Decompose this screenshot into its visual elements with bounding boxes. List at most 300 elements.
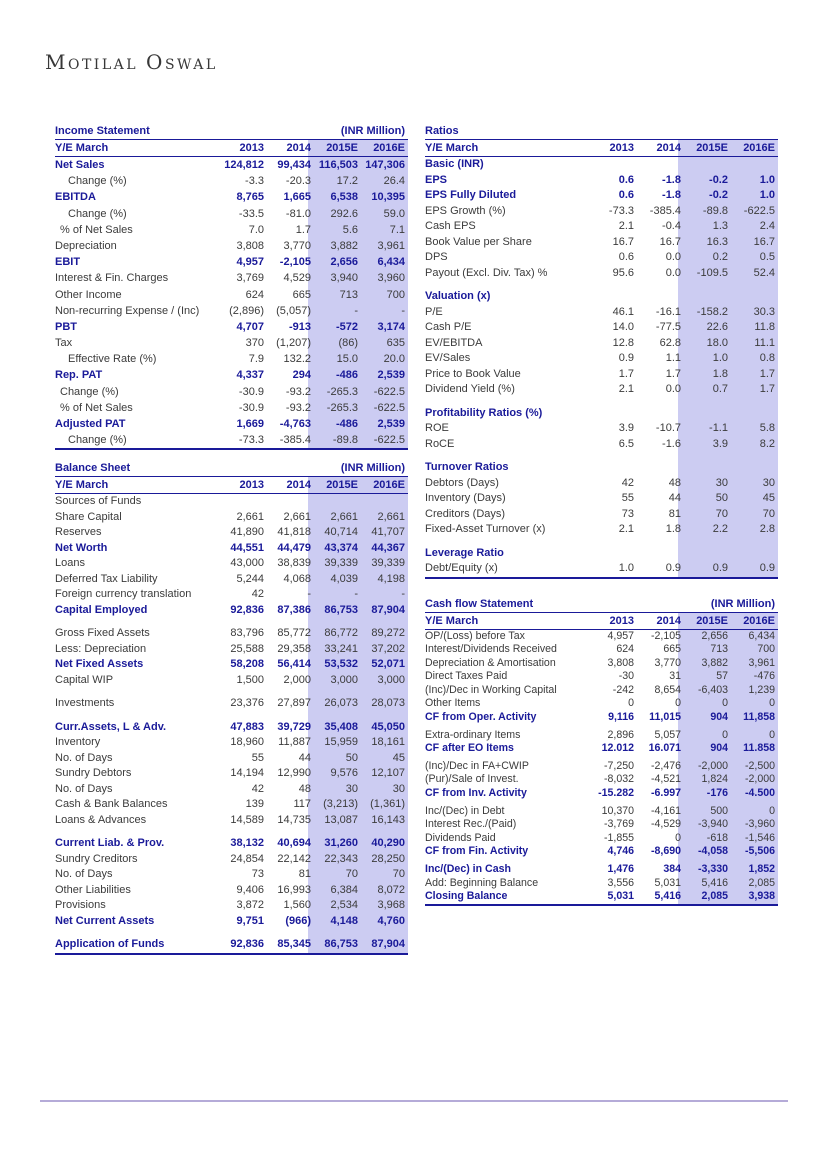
row-value: 16.7: [659, 235, 681, 248]
row-label: Interest/Dividends Received: [425, 643, 557, 656]
row-label: Net Fixed Assets: [55, 658, 144, 671]
row-value: 81: [298, 868, 311, 881]
row-label: Other Liabilities: [55, 883, 131, 896]
row-value: -109.5: [696, 266, 728, 279]
row-value: -0.4: [662, 220, 681, 232]
row-value: 44,479: [277, 541, 311, 554]
row-value: -6.997: [650, 787, 681, 800]
row-label: Cash & Bank Balances: [55, 798, 168, 811]
row-value: -16.1: [655, 305, 681, 318]
table-row: [55, 222, 408, 238]
row-value: 3,940: [330, 272, 358, 285]
row-value: -2,105: [279, 256, 311, 269]
table-row: [55, 157, 408, 173]
cash-flow-statement-table: [425, 596, 778, 906]
row-label: Add: Beginning Balance: [425, 876, 539, 889]
row-label: Capital Employed: [55, 603, 148, 616]
row-value: 14,589: [230, 813, 264, 826]
row-value: 2,661: [283, 510, 311, 523]
row-value: (966): [285, 914, 311, 927]
row-value: 0.7: [712, 383, 728, 395]
row-value: 1.0: [618, 562, 634, 574]
row-value: 132.2: [283, 353, 311, 366]
row-label: Dividend Yield (%): [425, 383, 515, 395]
year-column-header: 2014: [286, 142, 311, 154]
row-value: -93.2: [285, 401, 311, 414]
table-row: [425, 760, 778, 774]
row-value: -618: [706, 831, 728, 844]
row-value: 0.9: [618, 352, 634, 364]
row-value: 58,208: [230, 658, 264, 671]
table-row: [425, 684, 778, 698]
table-title-row: [425, 596, 778, 613]
row-value: 500: [710, 804, 728, 817]
row-label: Gross Fixed Assets: [55, 627, 150, 640]
row-value: -486: [335, 369, 358, 382]
row-label: Book Value per Share: [425, 235, 532, 248]
year-column-header: 2013: [609, 614, 634, 627]
row-value: 26,073: [324, 697, 358, 710]
row-value: 1.7: [759, 383, 775, 395]
row-value: 1,500: [236, 673, 264, 686]
row-value: 44,551: [230, 541, 264, 554]
table-row: [425, 491, 778, 507]
row-value: 22,142: [277, 852, 311, 865]
row-value: 904: [710, 711, 728, 724]
row-value: 28,250: [371, 852, 405, 865]
row-value: -385.4: [649, 204, 681, 217]
row-value: 4,148: [330, 914, 358, 927]
table-row: [425, 729, 778, 743]
row-value: 3,938: [748, 890, 775, 903]
row-value: 8,765: [236, 191, 264, 204]
row-value: 55: [251, 751, 264, 764]
row-value: 665: [663, 643, 681, 656]
row-value: 40,290: [371, 837, 405, 850]
row-value: 124,812: [224, 159, 264, 171]
row-value: 5,057: [654, 728, 681, 741]
row-value: 1.1: [665, 352, 681, 364]
row-value: 73: [251, 868, 264, 881]
row-value: -4,763: [279, 418, 311, 430]
row-value: 95.6: [612, 266, 634, 279]
row-value: 3.9: [618, 422, 634, 434]
row-value: -33.5: [238, 207, 264, 220]
spacer-row: [55, 618, 408, 626]
row-value: 42: [251, 588, 264, 601]
table-row: [425, 320, 778, 336]
row-value: 1.7: [295, 223, 311, 236]
table-row: [55, 384, 408, 400]
table-row: [425, 289, 778, 305]
row-value: 0.0: [665, 383, 681, 395]
table-row: [425, 742, 778, 756]
row-value: (1,361): [370, 798, 405, 811]
row-label: No. of Days: [55, 782, 113, 795]
row-value: 3,770: [283, 239, 311, 252]
row-value: -10.7: [655, 422, 681, 434]
spacer-row: [425, 281, 778, 289]
row-value: 13,087: [324, 813, 358, 826]
row-label: CF from Inv. Activity: [425, 787, 527, 800]
row-value: 17.2: [336, 175, 358, 188]
row-value: 18.0: [706, 336, 728, 349]
row-value: -3,940: [697, 818, 728, 831]
row-value: 9,751: [236, 914, 264, 927]
table-row: [55, 673, 408, 689]
year-column-header: 2015E: [696, 142, 728, 154]
row-value: 81: [668, 507, 681, 520]
row-label: Tax: [55, 337, 73, 350]
row-value: 20.0: [383, 353, 405, 366]
row-label: CF from Oper. Activity: [425, 711, 537, 724]
row-value: 2.4: [759, 220, 775, 232]
row-value: 117: [293, 798, 311, 811]
table-header-row: [425, 140, 778, 157]
row-value: -1,546: [744, 831, 775, 844]
table-row: [55, 766, 408, 782]
row-value: -265.3: [326, 385, 358, 398]
row-value: 86,753: [324, 603, 358, 616]
row-value: 1,239: [748, 683, 775, 696]
row-value: 59.0: [383, 207, 405, 220]
row-value: 2,085: [748, 876, 775, 889]
row-label: EV/Sales: [425, 352, 471, 364]
row-label: Less: Depreciation: [55, 642, 147, 655]
row-value: -622.5: [373, 434, 405, 447]
row-label: Sundry Debtors: [55, 767, 132, 780]
row-value: (2,896): [229, 304, 264, 317]
row-label: Creditors (Days): [425, 507, 506, 520]
row-value: 0.5: [759, 251, 775, 263]
row-value: 2,534: [330, 899, 358, 912]
row-value: 4,039: [330, 572, 358, 585]
row-value: 70: [715, 507, 728, 520]
row-label: Depreciation & Amortisation: [425, 656, 556, 669]
row-value: 0.8: [759, 352, 775, 364]
row-value: 16.7: [612, 235, 634, 248]
row-value: -622.5: [373, 401, 405, 414]
row-label: PBT: [55, 320, 77, 333]
row-value: 55: [621, 492, 634, 504]
table-row: [425, 421, 778, 437]
row-value: 0: [722, 697, 728, 710]
row-value: 39,729: [277, 720, 311, 733]
row-label: Sundry Creditors: [55, 852, 138, 865]
row-value: 292.6: [330, 207, 358, 220]
row-value: -93.2: [285, 385, 311, 398]
row-value: 5,031: [607, 890, 634, 903]
row-value: 38,132: [230, 837, 264, 850]
row-value: 0.2: [712, 251, 728, 263]
row-value: 4,068: [283, 572, 311, 585]
row-value: 4,746: [607, 845, 634, 858]
row-value: 2,539: [377, 369, 405, 382]
table-row: [55, 587, 408, 603]
row-value: 713: [339, 288, 358, 301]
row-value: 4,198: [377, 572, 405, 585]
row-value: -77.5: [655, 321, 681, 333]
row-value: 1.3: [712, 220, 728, 232]
table-row: [425, 877, 778, 891]
row-value: -7,250: [603, 759, 634, 772]
table-row: [425, 630, 778, 644]
row-value: -30.9: [238, 401, 264, 414]
row-label: Effective Rate (%): [68, 353, 157, 366]
row-value: -73.3: [238, 434, 264, 447]
row-label: (Pur)/Sale of Invest.: [425, 773, 519, 786]
year-column-header: 2014: [656, 142, 681, 154]
row-label: Debt/Equity (x): [425, 562, 498, 574]
row-value: 3,000: [377, 673, 405, 686]
table-row: [55, 287, 408, 303]
table-row: [55, 797, 408, 813]
row-value: 44: [298, 751, 311, 764]
row-value: -158.2: [696, 305, 728, 318]
year-column-header: 2016E: [373, 142, 405, 154]
row-value: 0: [769, 804, 775, 817]
row-label: Inventory: [55, 736, 101, 749]
row-value: 33,241: [324, 642, 358, 655]
row-label: % of Net Sales: [60, 223, 133, 236]
year-column-header: 2015E: [326, 479, 358, 492]
table-title: Ratios: [425, 125, 459, 137]
table-row: [425, 305, 778, 321]
row-value: 10,370: [601, 804, 634, 817]
row-label: % of Net Sales: [60, 401, 133, 414]
table-row: [425, 460, 778, 476]
row-value: 3,961: [748, 656, 775, 669]
table-title: Balance Sheet: [55, 462, 131, 475]
row-label: Direct Taxes Paid: [425, 670, 508, 683]
year-column-header: 2015E: [326, 142, 358, 154]
table-rows: [55, 157, 408, 448]
row-label: Net Worth: [55, 541, 108, 554]
row-value: -265.3: [326, 401, 358, 414]
row-value: -4,161: [650, 804, 681, 817]
row-value: 1.7: [665, 367, 681, 380]
row-value: 41,707: [371, 526, 405, 539]
row-label: Turnover Ratios: [425, 461, 509, 473]
table-row: [425, 818, 778, 832]
table-row: [55, 556, 408, 572]
row-value: 45: [392, 751, 405, 764]
row-value: -0.2: [709, 173, 728, 186]
table-unit-label: (INR Million): [340, 125, 405, 137]
row-value: 0: [769, 728, 775, 741]
row-label: Share Capital: [55, 510, 122, 523]
row-value: (1,207): [276, 337, 311, 350]
row-value: 5,244: [236, 572, 264, 585]
table-row: [425, 367, 778, 383]
table-row: [425, 805, 778, 819]
table-row: [55, 432, 408, 448]
row-value: 11.1: [754, 336, 775, 349]
year-column-header: 2013: [609, 142, 634, 154]
table-row: [55, 367, 408, 383]
row-label: Loans & Advances: [55, 813, 147, 826]
row-value: 18,161: [371, 736, 405, 749]
row-value: 1,476: [607, 863, 634, 875]
row-value: 73: [621, 507, 634, 520]
row-value: 50: [345, 751, 358, 764]
row-label: Investments: [55, 697, 115, 710]
row-value: 139: [245, 798, 264, 811]
row-value: -8,690: [650, 845, 681, 858]
row-value: 116,503: [318, 159, 358, 171]
row-value: 0: [675, 831, 681, 844]
row-value: 5,416: [701, 876, 728, 889]
row-label: RoCE: [425, 437, 455, 450]
row-value: 0: [675, 697, 681, 710]
row-value: 52.4: [753, 266, 775, 279]
row-value: -476: [753, 670, 775, 683]
row-value: 89,272: [371, 627, 405, 640]
row-value: 39,339: [324, 557, 358, 570]
row-value: 3,000: [330, 673, 358, 686]
row-value: 48: [668, 476, 681, 489]
row-label: No. of Days: [55, 751, 113, 764]
row-value: 6,434: [377, 256, 405, 269]
income-statement-table: [55, 123, 408, 450]
year-end-header: Y/E March: [55, 142, 109, 154]
table-row: [55, 303, 408, 319]
row-value: 384: [663, 863, 681, 875]
table-row: [425, 832, 778, 846]
row-value: 42: [621, 476, 634, 489]
row-value: 70: [762, 507, 775, 520]
row-value: 30: [715, 476, 728, 489]
row-value: 4,957: [236, 256, 264, 269]
row-value: -81.0: [285, 207, 311, 220]
row-value: (86): [338, 337, 358, 350]
table-row: [55, 898, 408, 914]
row-value: 1,669: [236, 418, 264, 430]
row-value: 0.6: [618, 189, 634, 201]
row-value: 16,143: [371, 813, 405, 826]
row-label: Leverage Ratio: [425, 546, 504, 559]
logo-initial-o: O: [146, 50, 165, 74]
row-value: 11,858: [743, 711, 775, 724]
row-value: 85,345: [277, 938, 311, 951]
year-column-header: 2014: [656, 614, 681, 627]
row-label: P/E: [425, 305, 443, 318]
table-row: [425, 546, 778, 562]
table-row: [55, 400, 408, 416]
row-value: 2.1: [618, 220, 634, 232]
row-label: Cash EPS: [425, 220, 476, 232]
year-column-header: 2016E: [743, 142, 775, 154]
spacer-row: [425, 538, 778, 546]
row-value: -: [354, 588, 358, 601]
table-title: Income Statement: [55, 125, 150, 137]
row-value: 35,408: [324, 720, 358, 733]
logo-word-1: OTILAL: [67, 57, 139, 73]
row-value: -4.500: [744, 787, 775, 800]
row-value: -622.5: [373, 385, 405, 398]
table-row: [425, 219, 778, 235]
row-value: 3,961: [377, 239, 405, 252]
table-row: [425, 188, 778, 204]
table-row: [55, 254, 408, 270]
table-row: [55, 937, 408, 953]
table-row: [425, 266, 778, 282]
year-column-header: 2016E: [373, 479, 405, 492]
row-label: EBIT: [55, 256, 81, 269]
spacer-row: [425, 452, 778, 460]
row-label: Foreign currency translation: [55, 588, 192, 601]
row-value: 2.2: [712, 523, 728, 535]
row-value: 86,772: [324, 627, 358, 640]
row-value: 6,434: [748, 629, 775, 642]
row-label: Capital WIP: [55, 673, 114, 686]
table-row: [55, 836, 408, 852]
row-value: 3,872: [236, 899, 264, 912]
row-value: -1.8: [662, 189, 681, 201]
row-value: -3,960: [744, 818, 775, 831]
row-value: -30.9: [238, 385, 264, 398]
row-value: 700: [757, 643, 775, 656]
table-row: [55, 270, 408, 286]
row-value: 2,656: [701, 629, 728, 642]
row-value: -913: [288, 320, 311, 333]
row-value: 0.0: [665, 266, 681, 279]
row-value: 5.8: [759, 422, 775, 434]
row-value: -3,769: [603, 818, 634, 831]
row-value: 1.8: [712, 367, 728, 380]
row-value: 41,818: [277, 526, 311, 539]
table-row: [425, 643, 778, 657]
row-value: 57: [716, 670, 728, 683]
table-row: [425, 204, 778, 220]
row-value: -: [354, 304, 358, 317]
row-value: -73.3: [608, 204, 634, 217]
table-rows: [55, 494, 408, 953]
table-row: [55, 173, 408, 189]
row-value: 624: [245, 288, 264, 301]
row-label: Change (%): [60, 385, 119, 398]
spacer-row: [55, 929, 408, 937]
row-label: CF from Fin. Activity: [425, 845, 529, 858]
row-label: Current Liab. & Prov.: [55, 837, 165, 850]
table-row: [425, 336, 778, 352]
row-value: 52,071: [371, 658, 405, 671]
year-column-header: 2013: [239, 479, 264, 492]
row-value: -2,000: [744, 773, 775, 786]
row-label: Provisions: [55, 899, 106, 912]
row-value: 70: [392, 868, 405, 881]
row-value: 29,358: [277, 642, 311, 655]
row-label: EBITDA: [55, 191, 96, 204]
row-value: 28,073: [371, 697, 405, 710]
row-value: 53,532: [324, 658, 358, 671]
row-value: 31: [669, 670, 681, 683]
row-value: 40,694: [277, 837, 311, 850]
row-value: 0.9: [759, 562, 775, 574]
row-value: 0: [722, 728, 728, 741]
table-row: [55, 416, 408, 432]
row-label: Change (%): [68, 175, 127, 188]
row-value: 6,538: [330, 191, 358, 204]
row-value: 1,560: [283, 899, 311, 912]
row-value: 46.1: [612, 305, 634, 318]
row-value: 23,376: [230, 697, 264, 710]
row-value: 2,896: [607, 728, 634, 741]
row-value: 904: [710, 742, 728, 755]
row-value: 1.0: [759, 173, 775, 186]
table-row: [425, 173, 778, 189]
row-value: 3.9: [712, 437, 728, 450]
